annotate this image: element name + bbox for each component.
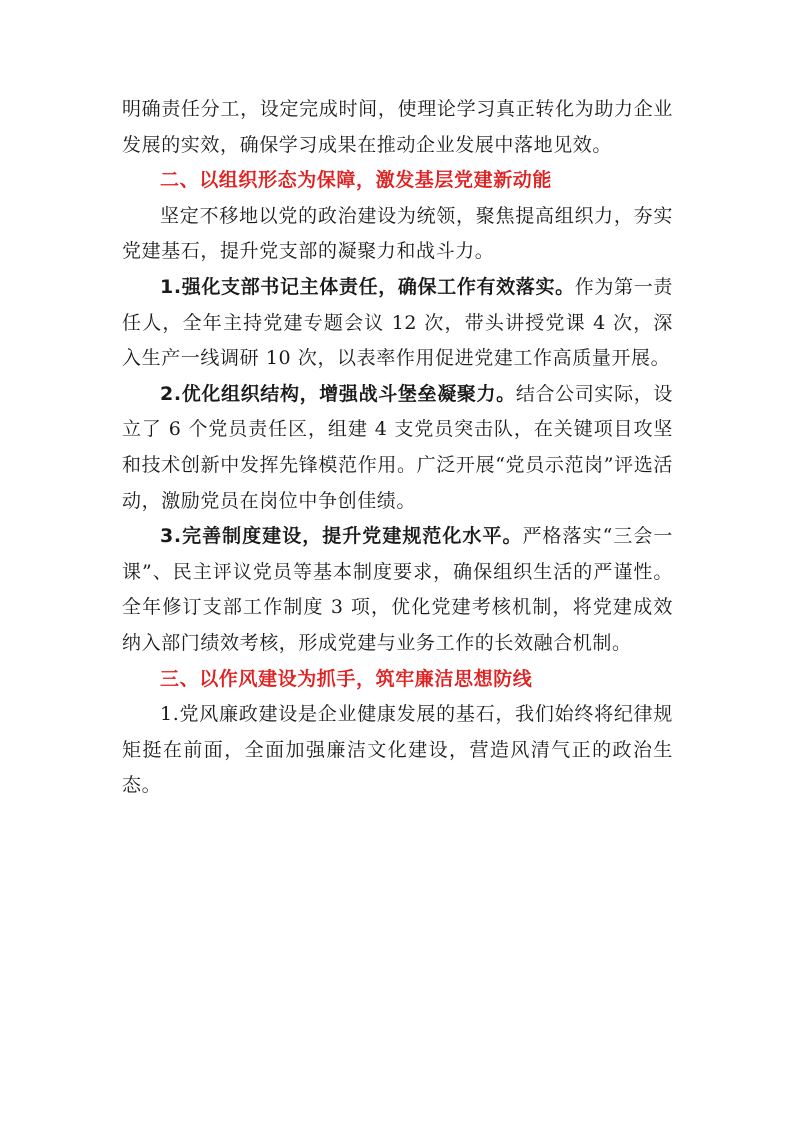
body-paragraph: 坚定不移地以党的政治建设为统领，聚焦提高组织力，夯实党建基石，提升党支部的凝聚力和战斗力。 xyxy=(122,204,673,263)
paragraph-lead: 1.强化支部书记主体责任，确保工作有效落实。 xyxy=(160,275,575,298)
section-heading: 二、以组织形态为保障，激发基层党建新动能 xyxy=(160,169,553,192)
paragraph-lead: 2.优化组织结构，增强战斗堡垒凝聚力。 xyxy=(160,382,516,405)
paragraph-lead: 3.完善制度建设，提升党建规范化水平。 xyxy=(160,525,523,548)
body-paragraph xyxy=(122,519,673,661)
body-paragraph: 明确责任分工，设定完成时间，使理论学习真正转化为助力企业发展的实效，确保学习成果在推动企业发展中落地见效。 xyxy=(122,98,673,156)
section-heading: 三、以作风建设为抓手，筑牢廉洁思想防线 xyxy=(160,667,533,690)
paragraph-text: 结合公司实际，设立了 6 个党员责任区，组建 4 支党员突击队，在关键项目攻坚和技术创新中发挥先锋模范作用。广泛开展“党员示范岗”评选活动，激励党员在岗位中争创佳绩。 xyxy=(122,382,673,512)
body-paragraph xyxy=(122,377,673,519)
body-paragraph xyxy=(122,270,673,377)
paragraph-text: 严格落实“三会一课”、民主评议党员等基本制度要求，确保组织生活的严谨性。全年修订支部工作制度 3 项，优化党建考核机制，将党建成效纳入部门绩效考核，形成党建与业务工作的长效融合机制。 xyxy=(122,525,673,654)
body-paragraph: 1.党风廉政建设是企业健康发展的基石，我们始终将纪律规矩挺在前面，全面加强廉洁文化建设，营造风清气正的政治生态。 xyxy=(122,703,673,797)
paragraph-text: 作为第一责任人，全年主持党建专题会议 12 次，带头讲授党课 4 次，深入生产一线调研 10 次，以表率作用促进党建工作高质量开展。 xyxy=(122,275,673,370)
